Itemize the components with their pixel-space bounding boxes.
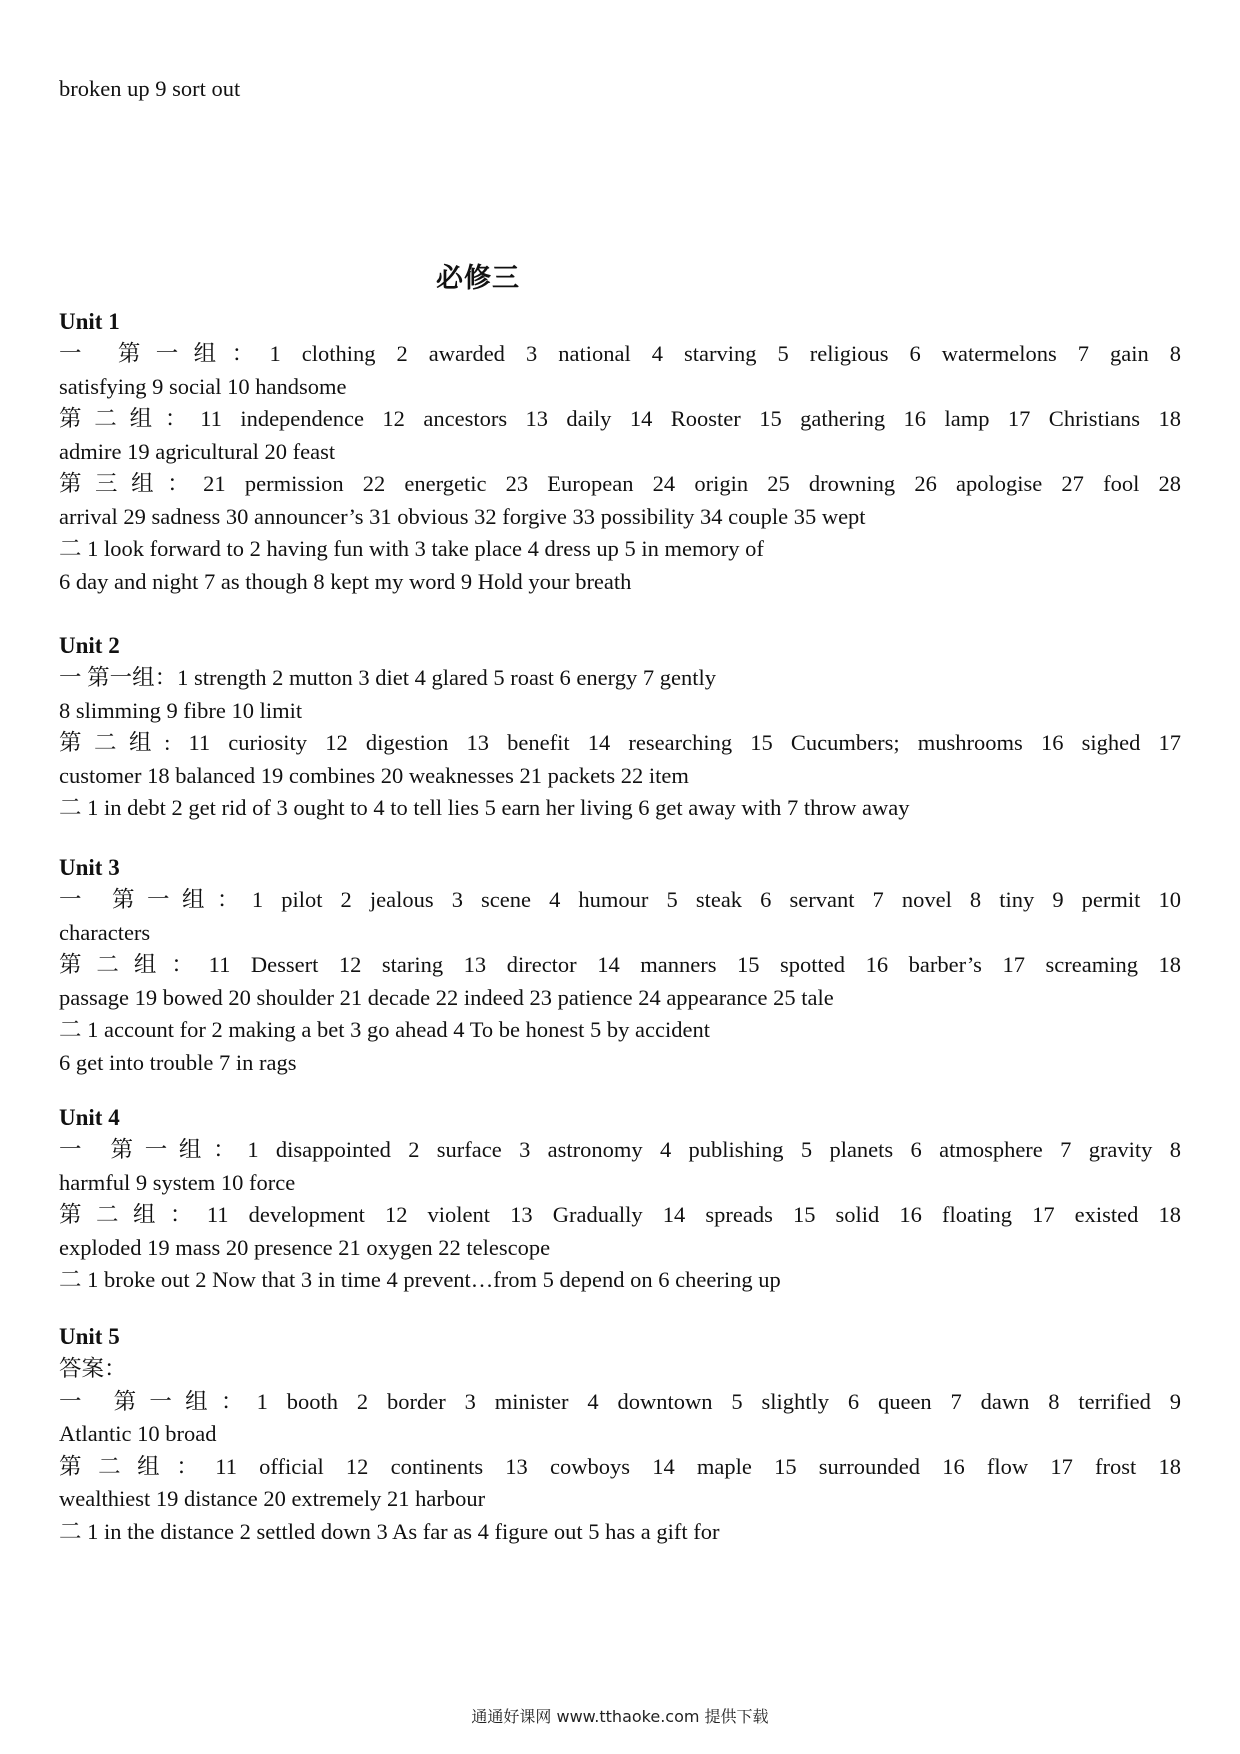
unit-heading: Unit 5	[59, 1324, 120, 1349]
answer-line: 答案：	[59, 1356, 127, 1381]
answer-line: 一 第一组：1 clothing 2 awarded 3 national 4 starving 5 religious 6 watermelons 7 gain 8	[59, 341, 1181, 366]
section-title: 必修三	[436, 263, 520, 294]
answer-line: 第二组: 11 curiosity 12 digestion 13 benefit 14 researching 15 Cucumbers; mushrooms 16 sighed 17	[59, 730, 1181, 755]
answer-line: exploded 19 mass 20 presence 21 oxygen 22 telescope	[59, 1234, 551, 1260]
answer-line: arrival 29 sadness 30 announcer’s 31 obvious 32 forgive 33 possibility 34 couple 35 wept	[59, 503, 866, 529]
answer-line: 二 1 account for 2 making a bet 3 go ahead 4 To be honest 5 by accident	[59, 1017, 710, 1042]
unit-3-section	[59, 852, 1181, 1079]
unit-heading: Unit 1	[59, 309, 120, 334]
answer-line: 第二组：11 official 12 continents 13 cowboys 14 maple 15 surrounded 16 flow 17 frost 18	[59, 1453, 1181, 1479]
unit-5-section	[59, 1321, 1181, 1548]
unit-answer-lines	[59, 662, 1181, 825]
unit-1-section	[59, 306, 1181, 598]
unit-answer-lines	[59, 884, 1181, 1079]
answer-line: 二 1 in the distance 2 settled down 3 As far as 4 figure out 5 has a gift for	[59, 1518, 720, 1544]
unit-answer-lines	[59, 1134, 1181, 1297]
answer-line: Atlantic 10 broad	[59, 1421, 217, 1446]
answer-line: 8 slimming 9 fibre 10 limit	[59, 697, 303, 723]
answer-line: characters	[59, 919, 151, 945]
answer-line: 6 get into trouble 7 in rags	[59, 1049, 297, 1075]
answer-line: 一 第一组：1 disappointed 2 surface 3 astronomy 4 publishing 5 planets 6 atmosphere 7 gravity 8	[59, 1137, 1181, 1162]
answer-line: 二 1 broke out 2 Now that 3 in time 4 prevent…from 5 depend on 6 cheering up	[59, 1267, 781, 1292]
answer-line: satisfying 9 social 10 handsome	[59, 373, 347, 399]
answer-line: wealthiest 19 distance 20 extremely 21 harbour	[59, 1486, 486, 1511]
answer-line: 6 day and night 7 as though 8 kept my word 9 Hold your breath	[59, 568, 632, 594]
answer-line: customer 18 balanced 19 combines 20 weaknesses 21 packets 22 item	[59, 762, 689, 788]
footer-source-line: 通通好课网 www.tthaoke.com 提供下载	[471, 1707, 769, 1726]
answer-line: admire 19 agricultural 20 feast	[59, 438, 336, 464]
answer-line: passage 19 bowed 20 shoulder 21 decade 22 indeed 23 patience 24 appearance 25 tale	[59, 984, 834, 1010]
unit-heading: Unit 4	[59, 1105, 120, 1130]
unit-heading: Unit 2	[59, 633, 120, 658]
answer-line: 第三组：21 permission 22 energetic 23 European 24 origin 25 drowning 26 apologise 27 fool 28	[59, 471, 1181, 496]
answer-line: 一 第一组：1 strength 2 mutton 3 diet 4 glared 5 roast 6 energy 7 gently	[59, 665, 716, 690]
answer-line: 第二组：11 Dessert 12 staring 13 director 14 manners 15 spotted 16 barber’s 17 screaming 18	[59, 952, 1181, 977]
answer-line: 第二组：11 development 12 violent 13 Gradually 14 spreads 15 solid 16 floating 17 existed 18	[59, 1202, 1181, 1227]
answer-line: 一 第一组：1 booth 2 border 3 minister 4 downtown 5 slightly 6 queen 7 dawn 8 terrified 9	[59, 1388, 1181, 1414]
unit-answer-lines	[59, 1353, 1181, 1548]
unit-2-section	[59, 630, 1181, 825]
answer-line: 一 第一组：1 pilot 2 jealous 3 scene 4 humour 5 steak 6 servant 7 novel 8 tiny 9 permit 10	[59, 887, 1181, 912]
answer-line: 第二组：11 independence 12 ancestors 13 daily 14 Rooster 15 gathering 16 lamp 17 Christians 18	[59, 406, 1181, 431]
answer-line: 二 1 in debt 2 get rid of 3 ought to 4 to tell lies 5 earn her living 6 get away with 7 throw away	[59, 795, 910, 820]
unit-4-section	[59, 1102, 1181, 1297]
unit-answer-lines	[59, 338, 1181, 598]
continued-answer-line: broken up 9 sort out	[59, 76, 241, 101]
answer-line: 二 1 look forward to 2 having fun with 3 take place 4 dress up 5 in memory of	[59, 536, 764, 561]
unit-heading: Unit 3	[59, 855, 120, 880]
answer-line: harmful 9 system 10 force	[59, 1169, 296, 1195]
